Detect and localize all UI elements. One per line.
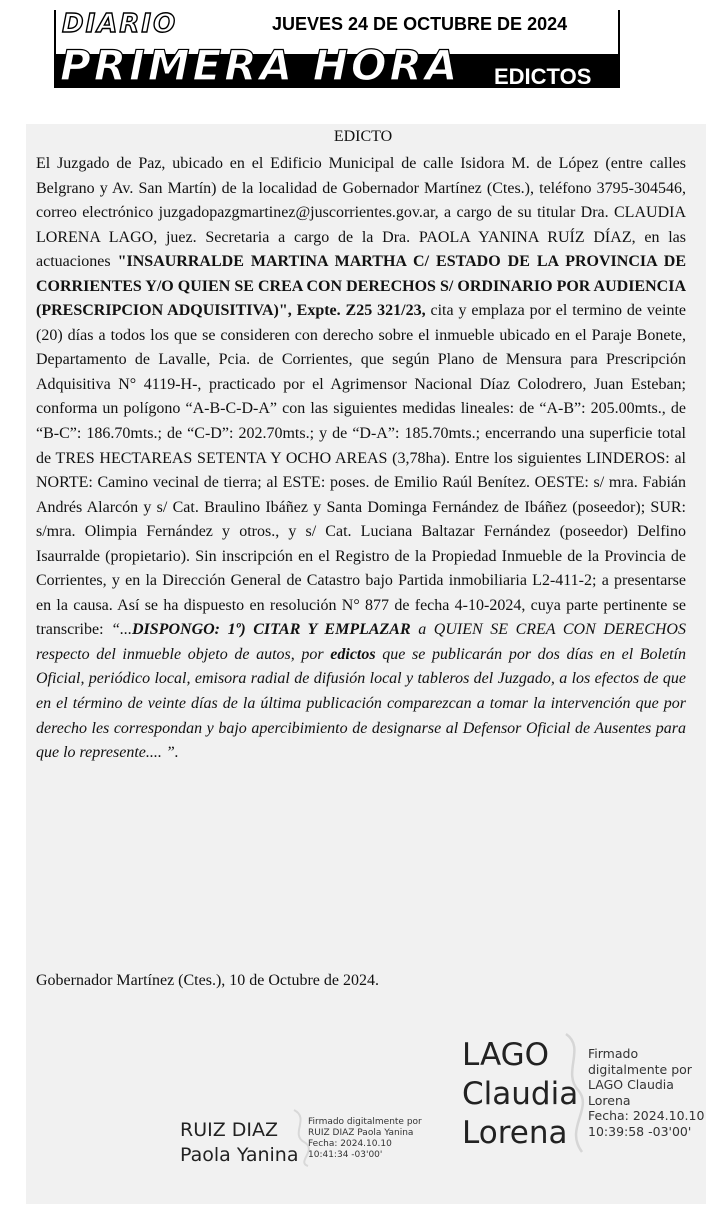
judge-sig-line-6: 10:39:58 -03'00': [588, 1123, 692, 1139]
judge-sig-line-1: Firmado: [588, 1046, 639, 1061]
secretary-sig-line-1: Firmado digitalmente por: [308, 1117, 422, 1127]
edict-body: [36, 152, 686, 766]
edict-paragraph-intro: El Juzgado de Paz, ubicado en el Edificio Municipal de calle Isidora M. de López (entre calles Belgrano y Av. San Martín) de la localidad de Gobernador Martínez (Ctes.), teléfono 3795-304546, correo electrónico juzgadopazgmartinez@juscorrientes.gov.ar, a cargo de su titular Dra. CLAUDIA LORENA LAGO, juez. Secretaria a cargo de la Dra. PAOLA YANINA RUÍZ DÍAZ, en las actuaciones: [36, 155, 686, 271]
judge-signature-info: [588, 1046, 704, 1139]
quote-part-a: a QUIEN SE CREA CON DERECHOS respecto del inmueble objeto de autos, por: [36, 621, 686, 663]
judge-surname: LAGO: [462, 1037, 550, 1073]
quote-disposition: DISPONGO: 1º) CITAR Y EMPLAZAR: [132, 621, 411, 639]
section-label: EDICTOS: [494, 64, 592, 89]
secretary-signature-info: [308, 1117, 422, 1161]
newspaper-masthead: [54, 10, 620, 88]
judge-sig-line-4: Lorena: [588, 1092, 631, 1108]
judge-sig-line-3: LAGO Claudia: [588, 1077, 674, 1092]
paper-name: PRIMERA HORA: [60, 41, 461, 90]
paper-name-top: DIARIO: [62, 9, 178, 39]
secretary-sig-line-4: 10:41:34 -03'00': [308, 1150, 383, 1160]
secretary-sig-line-3: Fecha: 2024.10.10: [308, 1139, 392, 1149]
secretary-sig-line-2: RUIZ DIAZ Paola Yanina: [308, 1128, 414, 1138]
judge-given-name-1: Claudia: [462, 1076, 579, 1112]
quote-edictos: edictos: [330, 645, 376, 663]
case-title: "INSAURRALDE MARTINA MARTHA C/ ESTADO DE LA PROVINCIA DE CORRIENTES Y/O QUIEN SE CREA CON DERECHOS S/ ORDINARIO POR AUDIENCIA (PRESCRIPCION ADQUISITIVA)", Expte. Z25 321/23,: [36, 253, 686, 320]
judge-sig-line-5: Fecha: 2024.10.10: [588, 1108, 705, 1123]
document-title: EDICTO: [333, 128, 393, 145]
secretary-given-name: Paola Yanina: [180, 1144, 299, 1166]
quote-open: “...: [111, 621, 132, 639]
edict-paragraph-details: cita y emplaza por el termino de veinte (20) días a todos los que se consideren con derecho sobre el inmueble ubicado en el Paraje Bonete, Departamento de Lavalle, Pcia. de Corrientes, que según Plano de Mensura para Prescripción Adquisitiva N° 4119-H-, practicado por el Agrimensor Nacional Díaz Colodrero, Juan Esteban; conforma un polígono “A-B-C-D-A” con las siguientes medidas lineales: de “A-B”: 205.00mts., de “B-C”: 186.70mts.; de “C-D”: 202.70mts.; y de “D-A”: 185.70mts.; encerrando una superficie total de TRES HECTAREAS SETENTA Y OCHO AREAS (3,78ha). Entre los siguientes LINDEROS: al NORTE: Camino vecinal de tierra; al ESTE: poses. de Emilio Raúl Benítez. OESTE: s/ mra. Fabián Andrés Alarcón y s/ Cat. Braulino Ibáñez y Santa Dominga Fernández de Ibáñez (poseedor); SUR: s/mra. Olimpia Fernández y otros., y s/ Cat. Luciana Baltazar Fernández (poseedor) Delfino Isaurralde (propietario). Sin inscripción en el Registro de la Propiedad Inmueble de la Provincia de Corrientes, y en la Dirección General de Catastro bajo Partida inmobiliaria L2-411-2; a presentarse en la causa. Así se ha dispuesto en resolución N° 877 de fecha 4-10-2024, cuya parte pertinente se transcribe:: [36, 302, 687, 639]
judge-sig-line-2: digitalmente por: [588, 1061, 692, 1077]
judge-signature-mark-icon: [556, 1028, 592, 1160]
publication-date: JUEVES 24 DE OCTUBRE DE 2024: [272, 14, 568, 34]
secretary-surname: RUIZ DIAZ: [180, 1119, 279, 1141]
quote-part-b: que se publicarán por dos días en el Boletín Oficial, periódico local, emisora radial de difusión local y tableros del Juzgado, a los efectos de que en el término de veinte días de la última publicación comparezcan a tomar la intervención que por derecho les correspondan y bajo apercibimiento de designarse al Defensor Oficial de Ausentes para que lo represente.... ”.: [36, 645, 686, 762]
secretary-signature-name: [180, 1118, 298, 1168]
judge-given-name-2: Lorena: [462, 1115, 568, 1151]
document-closing: Gobernador Martínez (Ctes.), 10 de Octubre de 2024.: [36, 972, 379, 989]
